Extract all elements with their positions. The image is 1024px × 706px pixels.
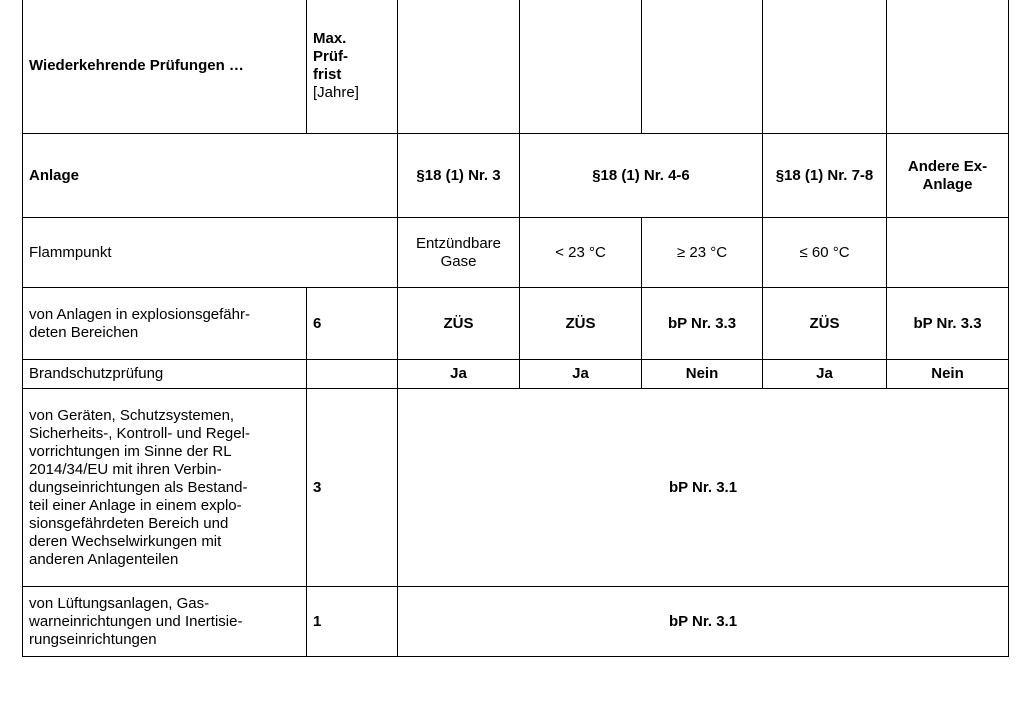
ex-anlagen-label-cell	[23, 288, 307, 360]
flammpunkt-row	[23, 218, 1009, 288]
brandschutz-col5	[887, 360, 1009, 389]
geraete-frist	[307, 389, 398, 587]
geraete-value	[398, 389, 1009, 587]
geraete-label-cell	[23, 389, 307, 587]
anlage-col2-text: §18 (1) Nr. 4-6	[592, 166, 690, 184]
ex-anlagen-row	[23, 288, 1009, 360]
flammpunkt-col1	[398, 218, 520, 288]
brandschutz-row	[23, 360, 1009, 389]
max-line2: Prüf-	[313, 48, 348, 65]
brandschutz-label-cell	[23, 360, 307, 389]
brandschutz-col1	[398, 360, 520, 389]
lueftung-label-cell	[23, 587, 307, 657]
ex-anlagen-col5-text: bP Nr. 3.3	[913, 314, 982, 332]
ex-anlagen-col1-text: ZÜS	[443, 314, 474, 332]
geraete-label-line: von Geräten, Schutzsystemen,	[29, 406, 235, 424]
brandschutz-col5-text: Nein	[931, 365, 964, 382]
ex-anlagen-col2	[520, 288, 642, 360]
anlage-label-cell	[23, 134, 398, 218]
flammpunkt-col4-text: ≤ 60 °C	[799, 243, 850, 261]
header-title: Wiederkehrende Prüfungen …	[29, 57, 244, 74]
anlage-col3-text: §18 (1) Nr. 7-8	[775, 166, 874, 184]
flammpunkt-col5	[887, 218, 1009, 288]
lueftung-frist	[307, 587, 398, 657]
geraete-label-line: teil einer Anlage in einem explo-	[29, 496, 242, 514]
geraete-row	[23, 389, 1009, 587]
geraete-label-line: sionsgefährdeten Bereich und	[29, 514, 229, 532]
geraete-label-line: anderen Anlagenteilen	[29, 550, 179, 568]
anlage-col2	[520, 134, 763, 218]
max-unit: [Jahre]	[313, 84, 359, 101]
lueftung-row	[23, 587, 1009, 657]
lueftung-label-line: warneinrichtungen und Inertisie-	[29, 612, 243, 630]
lueftung-value-text: bP Nr. 3.1	[668, 612, 738, 630]
ex-anlagen-col2-text: ZÜS	[565, 314, 596, 332]
brandschutz-col2	[520, 360, 642, 389]
flammpunkt-label-cell	[23, 218, 398, 288]
ex-anlagen-col3-text: bP Nr. 3.3	[667, 314, 737, 332]
lueftung-label-line: von Lüftungsanlagen, Gas-	[29, 594, 210, 612]
flammpunkt-col3	[642, 218, 763, 288]
lueftung-label-line: rungseinrichtungen	[29, 630, 157, 648]
brandschutz-col2-text: Ja	[572, 365, 589, 382]
empty-header-cell	[520, 0, 642, 134]
ex-anlagen-col4	[763, 288, 887, 360]
lueftung-value	[398, 587, 1009, 657]
brandschutz-col4	[763, 360, 887, 389]
ex-anlagen-col1	[398, 288, 520, 360]
anlage-col4-line2: Anlage	[922, 175, 973, 193]
brandschutz-col3	[642, 360, 763, 389]
header-title-cell	[23, 0, 307, 134]
anlage-col1-text: §18 (1) Nr. 3	[416, 166, 501, 184]
geraete-label-line: deren Wechselwirkungen mit	[29, 532, 222, 550]
brandschutz-label: Brandschutzprüfung	[29, 365, 164, 382]
ex-anlagen-col4-text: ZÜS	[809, 314, 840, 332]
ex-anlagen-frist-text: 6	[313, 314, 322, 332]
geraete-label-line: dungseinrichtungen als Bestand-	[29, 478, 248, 496]
anlage-row	[23, 134, 1009, 218]
ex-anlagen-label-line2: deten Bereichen	[29, 323, 139, 341]
geraete-label-line: 2014/34/EU mit ihren Verbin-	[29, 460, 222, 478]
flammpunkt-label: Flammpunkt	[29, 243, 112, 261]
brandschutz-frist	[307, 360, 398, 389]
lueftung-frist-text: 1	[313, 612, 322, 630]
flammpunkt-col4	[763, 218, 887, 288]
brandschutz-col1-text: Ja	[450, 365, 467, 382]
pruefung-table	[22, 0, 1009, 657]
flammpunkt-col2-text: < 23 °C	[555, 243, 606, 261]
max-pruefrist-cell	[307, 0, 398, 134]
ex-anlagen-col5	[887, 288, 1009, 360]
flammpunkt-col3-text: ≥ 23 °C	[676, 243, 728, 261]
anlage-col3	[763, 134, 887, 218]
brandschutz-col4-text: Ja	[816, 365, 833, 382]
geraete-label-line: vorrichtungen im Sinne der RL	[29, 442, 232, 460]
anlage-label: Anlage	[29, 166, 80, 184]
geraete-label-line: Sicherheits-, Kontroll- und Regel-	[29, 424, 250, 442]
ex-anlagen-frist	[307, 288, 398, 360]
header-row	[23, 0, 1009, 134]
empty-header-cell	[398, 0, 520, 134]
flammpunkt-col1-line2: Gase	[440, 252, 477, 270]
ex-anlagen-col3	[642, 288, 763, 360]
empty-header-cell	[887, 0, 1009, 134]
geraete-frist-text: 3	[313, 478, 322, 496]
geraete-value-text: bP Nr. 3.1	[668, 478, 738, 496]
brandschutz-col3-text: Nein	[685, 365, 719, 382]
flammpunkt-col1-line1: Entzündbare	[415, 234, 502, 252]
anlage-col1	[398, 134, 520, 218]
max-line3: frist	[313, 66, 342, 83]
ex-anlagen-label-line1: von Anlagen in explosionsgefähr-	[29, 305, 250, 323]
empty-header-cell	[642, 0, 763, 134]
flammpunkt-col2	[520, 218, 642, 288]
empty-header-cell	[763, 0, 887, 134]
anlage-col4	[887, 134, 1009, 218]
max-line1: Max.	[313, 30, 347, 47]
anlage-col4-line1: Andere Ex-	[907, 157, 988, 175]
